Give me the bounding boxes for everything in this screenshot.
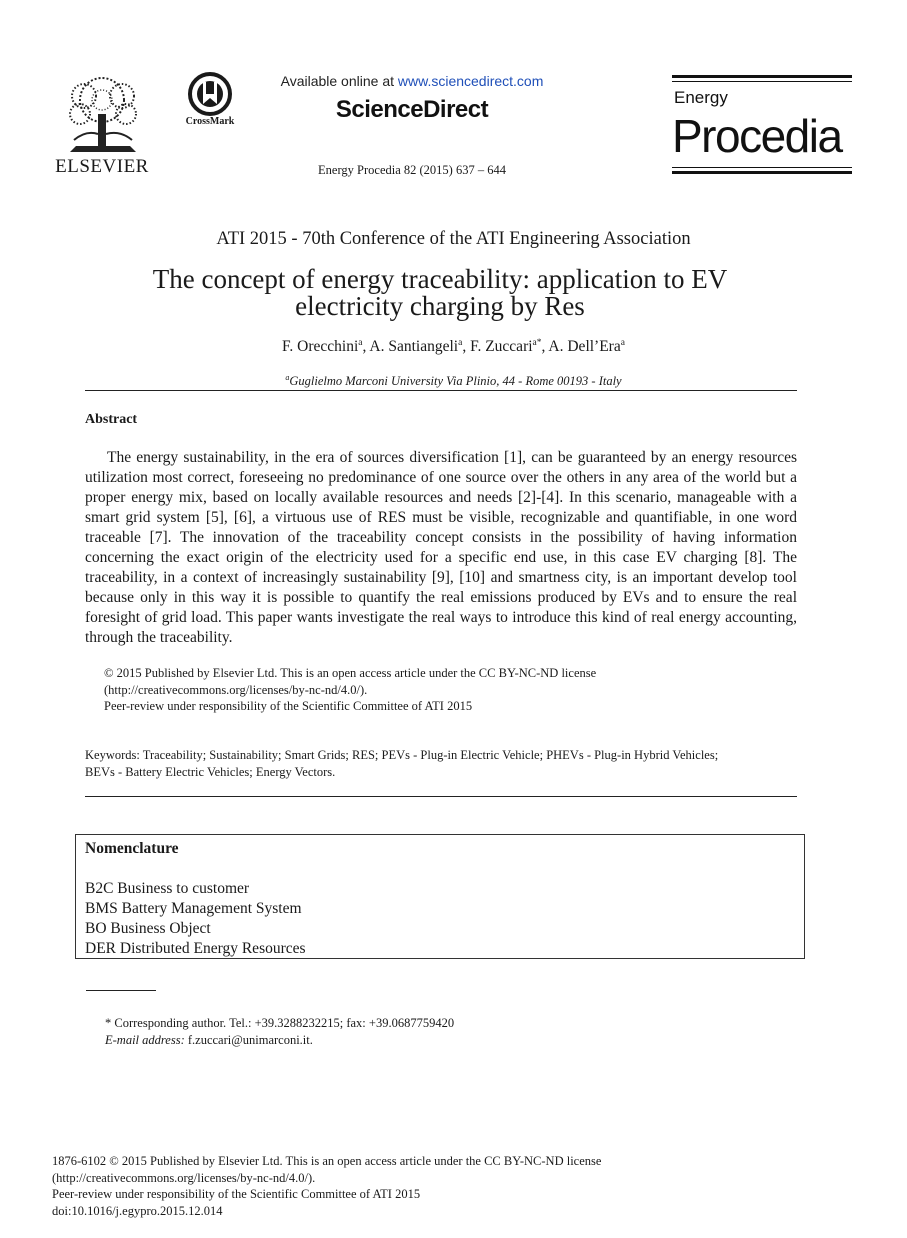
bottom-peer-review: Peer-review under responsibility of the Scientific Committee of ATI 2015 <box>52 1187 421 1201</box>
logo-rule-bottom-thin <box>672 167 852 168</box>
nomenclature-box <box>75 834 805 959</box>
divider-bottom <box>85 796 797 797</box>
abstract-body: The energy sustainability, in the era of sources diversification [1], can be guaranteed by an energy resources utilization most correct, foreseeing no predominance of one source over the others in any area of the world but a proper energy mix, based on locally available resources and needs [2]-[4]. In this scenario, manageable with a smart grid system [5], [6], a virtuous use of RES must be visible, recognizable and quantifiable, in one word traceable [7]. The innovation of the traceability concept consists in the possibility of having information concerning the exact origin of the electricity used for a specific end use, in this case EV charging [8]. The traceability, in a context of increasingly sustainability [9], [10] and smartness city, is an important develop tool because only in this way it is possible to quantify the real emissions produced by EVs and to ensure the real foresight of grid load. This paper wants investigate the real ways to introduce this kind of real energy accounting, through the traceability. <box>85 449 797 646</box>
peer-review-line: Peer-review under responsibility of the Scientific Committee of ATI 2015 <box>104 699 473 713</box>
keywords-line-2: BEVs - Battery Electric Vehicles; Energy Vectors. <box>85 765 336 779</box>
keywords-line-1: Keywords: Traceability; Sustainability; Smart Grids; RES; PEVs - Plug-in Electric Vehicle; PHEVs - Plug-in Hybrid Vehicles; <box>85 748 719 762</box>
author-name: F. Orecchini <box>282 338 359 356</box>
affiliation-mark: a <box>285 373 290 382</box>
author-affiliation-mark: a* <box>532 338 542 348</box>
email-line <box>105 1032 454 1049</box>
doi-line[interactable]: doi:10.1016/j.egypro.2015.12.014 <box>52 1203 223 1218</box>
author-affiliation-mark: a <box>358 338 363 348</box>
author-list: F. Orecchini$^a$, A. Santiangeli$^a$, F. Zuccari$^{a*}$, A. Dell’Era$^a$ <box>282 338 625 356</box>
conference-name: ATI 2015 - 70th Conference of the ATI Engineering Association <box>216 229 691 249</box>
energy-procedia-logo <box>672 75 852 177</box>
nomenclature-list <box>85 879 306 959</box>
crossmark-label: CrossMark <box>185 116 235 127</box>
available-online-prefix: Available online at <box>280 73 398 89</box>
paper-title-line-2: electricity charging by Res <box>295 291 585 321</box>
corresponding-author: * Corresponding author. Tel.: +39.3288232215; fax: +39.0687759420 <box>105 1016 455 1030</box>
copyright-block <box>104 665 794 715</box>
divider-top <box>85 390 797 391</box>
affiliation-text: Guglielmo Marconi University Via Plinio, 44 - Rome 00193 - Italy <box>289 374 622 389</box>
sciencedirect-logo: ScienceDirect <box>335 96 489 123</box>
nomenclature-item: BO Business Object <box>85 920 211 937</box>
procedia-energy-word: Energy <box>674 88 728 107</box>
bottom-publication-info <box>52 1153 752 1219</box>
issn-line: 1876-6102 © 2015 Published by Elsevier Ltd. This is an open access article under the CC BY-NC-ND license <box>52 1154 602 1168</box>
license-link[interactable]: (http://creativecommons.org/licenses/by-nc-nd/4.0/). <box>104 682 368 697</box>
author-name: F. Zuccari <box>470 338 533 356</box>
paper-title-line-1: The concept of energy traceability: application to EV <box>152 264 728 294</box>
footnote-rule <box>86 990 156 991</box>
elsevier-wordmark: ELSEVIER <box>55 156 149 177</box>
nomenclature-item: DER Distributed Energy Resources <box>85 940 306 957</box>
keywords <box>85 747 795 781</box>
available-online <box>262 73 562 89</box>
author-name: A. Santiangeli <box>369 338 459 356</box>
corresponding-footnote <box>105 1015 454 1049</box>
nomenclature-item: B2C Business to customer <box>85 880 250 897</box>
nomenclature-item: BMS Battery Management System <box>85 900 302 917</box>
author-name: A. Dell’Era <box>548 338 621 356</box>
logo-rule-top <box>672 75 852 78</box>
procedia-word: Procedia <box>672 110 842 162</box>
logo-rule-bottom <box>672 171 852 174</box>
author-affiliation-mark: a <box>620 338 625 348</box>
elsevier-tree-icon <box>60 74 146 156</box>
bottom-license-link[interactable]: (http://creativecommons.org/licenses/by-nc-nd/4.0/). <box>52 1170 316 1185</box>
elsevier-logo <box>52 74 152 180</box>
affiliation <box>0 373 907 389</box>
sciencedirect-link[interactable]: www.sciencedirect.com <box>397 73 544 89</box>
email-address[interactable]: f.zuccari@unimarconi.it. <box>187 1033 313 1047</box>
crossmark-badge[interactable] <box>178 72 242 138</box>
nomenclature-heading: Nomenclature <box>85 840 179 857</box>
author-affiliation-mark: a <box>458 338 463 348</box>
journal-reference: Energy Procedia 82 (2015) 637 – 644 <box>318 163 506 177</box>
logo-rule-top-thin <box>672 81 852 82</box>
abstract-heading: Abstract <box>85 412 138 427</box>
email-label: E-mail address: <box>105 1033 185 1047</box>
paper-title <box>100 266 780 320</box>
copyright-line: © 2015 Published by Elsevier Ltd. This is an open access article under the CC BY-NC-ND license <box>104 666 597 680</box>
crossmark-icon <box>188 72 232 116</box>
